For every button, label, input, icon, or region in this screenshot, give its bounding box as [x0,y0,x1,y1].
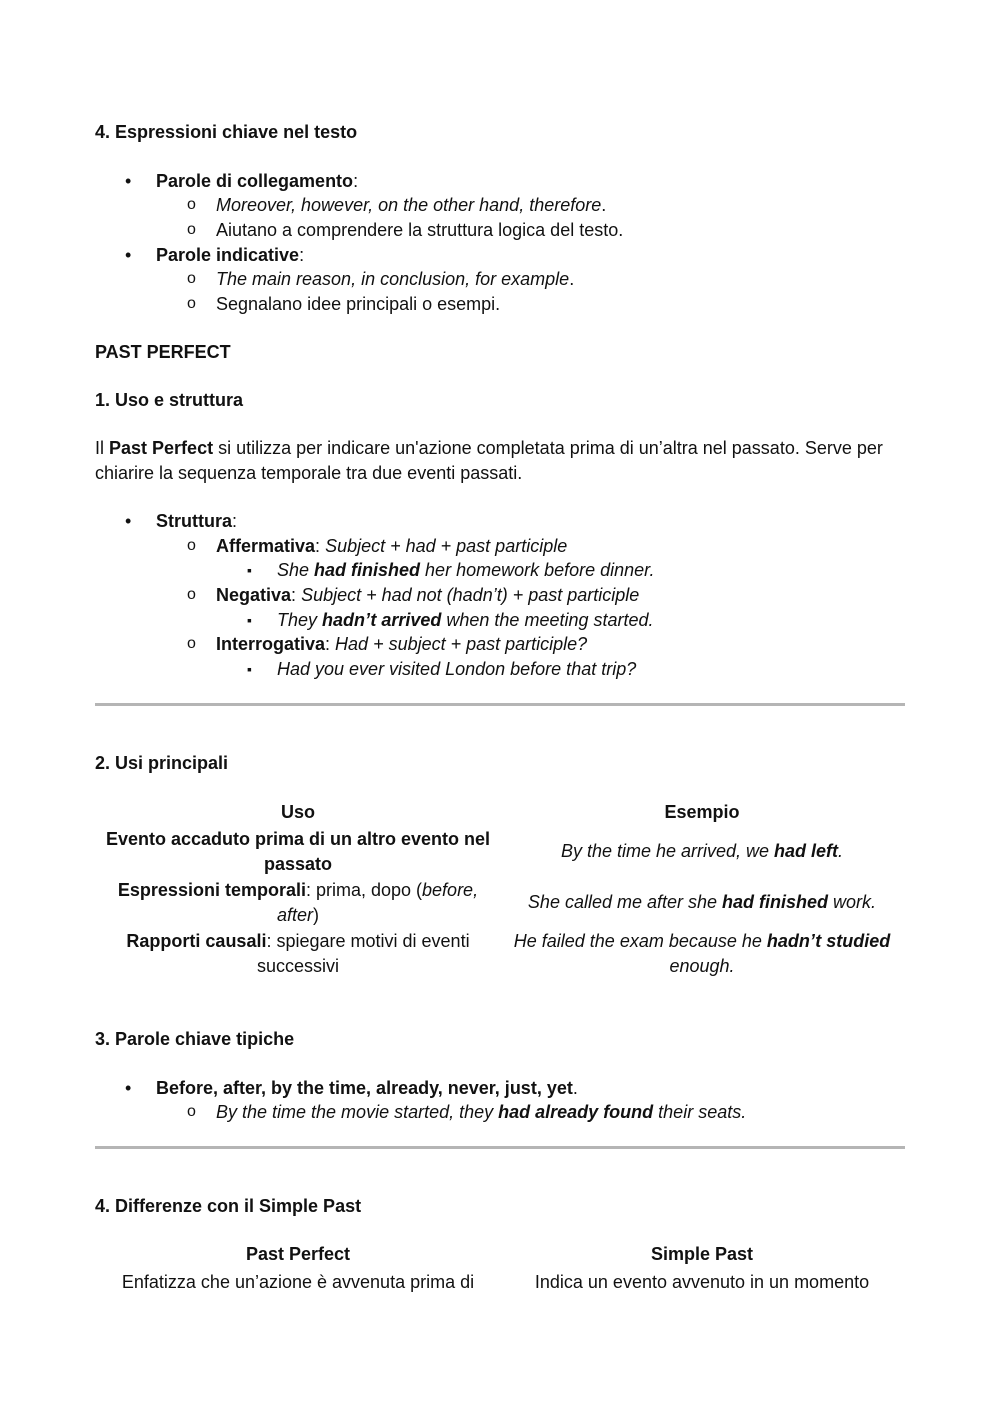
italic-text: Moreover, however, on the other hand, therefore [216,195,602,215]
example-bold: had finished [314,560,421,580]
form-label: Interrogativa [216,634,326,654]
list-item [156,509,237,533]
form-item: Negativa: Subject + had not (hadn’t) + past participle [216,585,640,605]
example-line [216,1100,746,1124]
example-pre: She [277,560,315,580]
list-item-label: Struttura [156,511,232,531]
table-header-simple-past: Simple Past [650,1244,754,1264]
example-bold: had finished [722,892,829,912]
circle-bullet-icon: o [187,270,196,287]
section-heading: 2. Usi principali [95,753,229,773]
circle-bullet-icon: o [187,196,196,213]
intro-pre: Il [95,438,110,458]
document-title: PAST PERFECT [95,342,231,362]
cell-line [100,903,496,928]
paragraph-line [95,436,883,460]
section-heading: 4. Espressioni chiave nel testo [95,122,358,142]
table-cell-esempio [502,839,902,864]
uso-rest: : prima, dopo ( [305,880,423,900]
sub-list-item [216,267,574,291]
table-cell: Indica un evento avvenuto in un momento [534,1272,870,1292]
uso-italic: before, [422,880,479,900]
bullet-icon: • [125,1078,132,1098]
bullet-icon: • [125,245,132,265]
bullet-icon: • [125,171,132,191]
square-bullet-icon: ▪ [247,562,252,578]
circle-bullet-icon: o [187,635,196,652]
table-header-uso: Uso [280,802,315,822]
circle-bullet-icon: o [187,586,196,603]
keywords-suffix: . [572,1078,578,1098]
circle-bullet-icon: o [187,295,196,312]
example-post: her homework before dinner. [420,560,655,580]
example-line [277,608,654,632]
intro-bold: Past Perfect [109,438,214,458]
cell-line: enough. [669,956,735,976]
form-formula: Had + subject + past participle? [335,634,588,654]
circle-bullet-icon: o [187,1103,196,1120]
form-formula: Subject + had not (hadn’t) + past participle [301,585,640,605]
cell-line [100,929,496,954]
example-line [277,558,655,582]
table-cell-uso [100,878,496,928]
list-item-label: Parole indicative [156,245,300,265]
example-post: . [838,841,844,861]
example-post: when the meeting started. [441,610,654,630]
square-bullet-icon: ▪ [247,661,252,677]
keywords: Before, after, by the time, already, never, just, yet [156,1078,573,1098]
form-item: Affermativa: Subject + had + past participle [216,536,568,556]
list-item-suffix: : [232,511,238,531]
plain-text: . [601,195,607,215]
form-item: Interrogativa: Had + subject + past participle? [216,634,588,654]
uso-rest: : spiegare motivi di eventi [266,931,470,951]
plain-text: . [569,269,575,289]
example-pre: They [277,610,323,630]
example-bold: had left [774,841,839,861]
bullet-icon: • [125,511,132,531]
table-cell-esempio [502,890,902,915]
italic-text: The main reason, in conclusion, for example [216,269,570,289]
example-post: work. [828,892,877,912]
table-cell: Enfatizza che un’azione è avvenuta prima di [121,1272,475,1292]
cell-line [502,929,902,954]
cell-line [100,878,496,903]
section-heading: 1. Uso e struttura [95,390,244,410]
example-pre: By the time he arrived, we [560,841,775,861]
horizontal-divider [95,1146,905,1149]
form-label: Affermativa [216,536,316,556]
intro-text: si utilizza per indicare un'azione completata prima di un’altra nel passato. Serve per [213,438,883,458]
section-heading: 3. Parole chiave tipiche [95,1029,295,1049]
table-header-past-perfect: Past Perfect [245,1244,351,1264]
example-post: their seats. [653,1102,747,1122]
table-cell-uso [100,827,496,877]
horizontal-divider [95,703,905,706]
form-formula: Subject + had + past participle [325,536,568,556]
example-pre: He failed the exam because he [513,931,767,951]
table-cell-uso [100,929,496,979]
sub-list-item [216,292,500,316]
example-bold: hadn’t arrived [322,610,442,630]
form-label: Negativa [216,585,292,605]
uso-bold: Rapporti causali [126,931,267,951]
sub-list-item [216,193,606,217]
list-item [156,1076,578,1100]
square-bullet-icon: ▪ [247,612,252,628]
cell-line: Evento accaduto prima di un altro evento nel [105,829,491,849]
list-item-suffix: : [353,171,359,191]
list-item [156,169,358,193]
uso-italic: after [276,905,314,925]
table-header-esempio: Esempio [664,802,740,822]
cell-line: passato [263,854,333,874]
example-line: Had you ever visited London before that trip? [277,659,637,679]
uso-bold: Espressioni temporali [117,880,306,900]
sub-list-item [216,218,623,242]
list-item [156,243,304,267]
paragraph-line: chiarire la sequenza temporale tra due eventi passati. [95,463,523,483]
plain-text: Segnalano idee principali o esempi. [216,294,501,314]
table-cell-esempio [502,929,902,979]
example-pre: She called me after she [527,892,723,912]
example-bold: had already found [498,1102,654,1122]
circle-bullet-icon: o [187,537,196,554]
uso-rest: ) [313,905,320,925]
section-heading: 4. Differenze con il Simple Past [95,1196,362,1216]
example-bold: hadn’t studied [766,931,891,951]
list-item-label: Parole di collegamento [156,171,354,191]
list-item-suffix: : [299,245,305,265]
cell-line: successivi [256,956,340,976]
plain-text: Aiutano a comprendere la struttura logica del testo. [216,220,624,240]
example-pre: By the time the movie started, they [216,1102,499,1122]
circle-bullet-icon: o [187,221,196,238]
